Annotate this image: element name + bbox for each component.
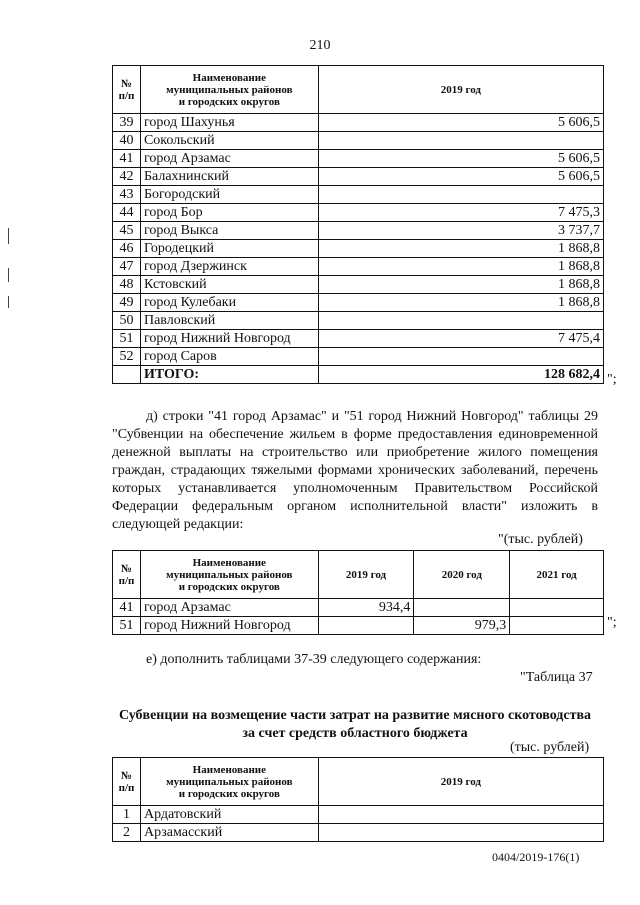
table-37: [112, 757, 604, 842]
replacement-rows-table: [112, 550, 604, 635]
row-number: 48: [113, 276, 141, 294]
header-name: Наименование муниципальных районов и городских округов: [140, 66, 318, 114]
header-2019: 2019 год: [318, 66, 603, 114]
page-number: 210: [309, 38, 331, 53]
value-2020: [414, 599, 510, 617]
row-number: 52: [113, 348, 141, 366]
table2-closing-quote: ";: [607, 615, 617, 630]
value-2019: 1 868,8: [318, 258, 603, 276]
header-2020: 2020 год: [414, 551, 510, 599]
district-name: город Выкса: [140, 222, 318, 240]
district-name: Богородский: [140, 186, 318, 204]
table-header-row: [113, 66, 604, 114]
total-label: ИТОГО:: [140, 366, 318, 384]
district-name: Кстовский: [140, 276, 318, 294]
units-label-1: "(тыс. рублей): [498, 532, 583, 547]
district-name: город Кулебаки: [140, 294, 318, 312]
table-row: [113, 204, 604, 222]
value-2019: 1 868,8: [318, 294, 603, 312]
row-number: 51: [113, 330, 141, 348]
row-number: 1: [113, 806, 141, 824]
value-2019: 1 868,8: [318, 240, 603, 258]
district-name: город Шахунья: [140, 114, 318, 132]
scan-edge-mark: [8, 268, 9, 282]
header-name: Наименование муниципальных районов и городских округов: [140, 758, 318, 806]
district-name: Павловский: [140, 312, 318, 330]
header-2019: 2019 год: [318, 758, 603, 806]
table-row: [113, 240, 604, 258]
header-number: № п/п: [113, 551, 141, 599]
row-number: 41: [113, 150, 141, 168]
district-name: город Арзамас: [140, 599, 318, 617]
value-2019: 3 737,7: [318, 222, 603, 240]
value-2021: [510, 617, 604, 635]
value-2021: [510, 599, 604, 617]
row-number: 39: [113, 114, 141, 132]
table-row: [113, 330, 604, 348]
units-label-2: (тыс. рублей): [510, 740, 590, 755]
table-row: [113, 348, 604, 366]
district-name: город Дзержинск: [140, 258, 318, 276]
row-number: 41: [113, 599, 141, 617]
value-2019: [318, 806, 603, 824]
district-name: город Арзамас: [140, 150, 318, 168]
row-number: 40: [113, 132, 141, 150]
row-number: 49: [113, 294, 141, 312]
row-number: 43: [113, 186, 141, 204]
row-number: 51: [113, 617, 141, 635]
table-37-label: "Таблица 37: [520, 670, 593, 685]
total-number-cell: [113, 366, 141, 384]
table-row: [113, 168, 604, 186]
row-number: 42: [113, 168, 141, 186]
table-row: [113, 150, 604, 168]
header-2019: 2019 год: [318, 551, 414, 599]
table-row: [113, 186, 604, 204]
table-row: [113, 599, 604, 617]
value-2019: [318, 186, 603, 204]
table-row: [113, 258, 604, 276]
header-number: № п/п: [113, 758, 141, 806]
document-code: 0404/2019-176(1): [492, 850, 580, 864]
row-number: 50: [113, 312, 141, 330]
value-2019: [318, 824, 603, 842]
header-number: № п/п: [113, 66, 141, 114]
row-number: 46: [113, 240, 141, 258]
table-row: [113, 132, 604, 150]
allocation-table-2019: [112, 65, 604, 384]
total-value: 128 682,4: [318, 366, 603, 384]
table-37-heading: Субвенции на возмещение части затрат на развитие мясного скотоводства за счет средств областного бюджета: [118, 708, 592, 741]
total-row: [113, 366, 604, 384]
district-name: Сокольский: [140, 132, 318, 150]
district-name: Ардатовский: [140, 806, 318, 824]
district-name: Городецкий: [140, 240, 318, 258]
value-2019: 934,4: [318, 599, 414, 617]
value-2019: 5 606,5: [318, 168, 603, 186]
row-number: 45: [113, 222, 141, 240]
table-row: [113, 312, 604, 330]
value-2019: [318, 132, 603, 150]
value-2019: [318, 617, 414, 635]
district-name: город Саров: [140, 348, 318, 366]
scan-edge-mark: [8, 296, 9, 308]
row-number: 44: [113, 204, 141, 222]
table-row: [113, 824, 604, 842]
district-name: город Нижний Новгород: [140, 330, 318, 348]
value-2019: 7 475,3: [318, 204, 603, 222]
value-2020: 979,3: [414, 617, 510, 635]
header-name: Наименование муниципальных районов и городских округов: [140, 551, 318, 599]
row-number: 47: [113, 258, 141, 276]
table-row: [113, 806, 604, 824]
district-name: город Бор: [140, 204, 318, 222]
table-row: [113, 222, 604, 240]
value-2019: 5 606,5: [318, 114, 603, 132]
value-2019: 5 606,5: [318, 150, 603, 168]
header-2021: 2021 год: [510, 551, 604, 599]
district-name: Арзамасский: [140, 824, 318, 842]
table-row: [113, 276, 604, 294]
paragraph-d: [112, 408, 598, 534]
scan-edge-mark: [8, 228, 9, 244]
table-row: [113, 294, 604, 312]
value-2019: [318, 312, 603, 330]
table-header-row: [113, 758, 604, 806]
table1-closing-quote: ";: [607, 372, 617, 387]
table-header-row: [113, 551, 604, 599]
row-number: 2: [113, 824, 141, 842]
value-2019: 1 868,8: [318, 276, 603, 294]
table-row: [113, 617, 604, 635]
table-row: [113, 114, 604, 132]
value-2019: 7 475,4: [318, 330, 603, 348]
paragraph-e: е) дополнить таблицами 37-39 следующего содержания:: [146, 652, 482, 667]
district-name: Балахнинский: [140, 168, 318, 186]
value-2019: [318, 348, 603, 366]
paragraph-d-text: д) строки "41 город Арзамас" и "51 город Нижний Новгород" таблицы 29 "Субвенции на обеспечение жильем в форме предоставления единовременной денежной выплаты на строительство или приобретение жилого помещения граждан, страдающих тяжелыми формами хронических заболеваний, перечень которых устанавливается уполномоченным Правительством Российской Федерации федеральным органом исполнительной власти" изложить в следующей редакции:: [112, 409, 598, 532]
district-name: город Нижний Новгород: [140, 617, 318, 635]
